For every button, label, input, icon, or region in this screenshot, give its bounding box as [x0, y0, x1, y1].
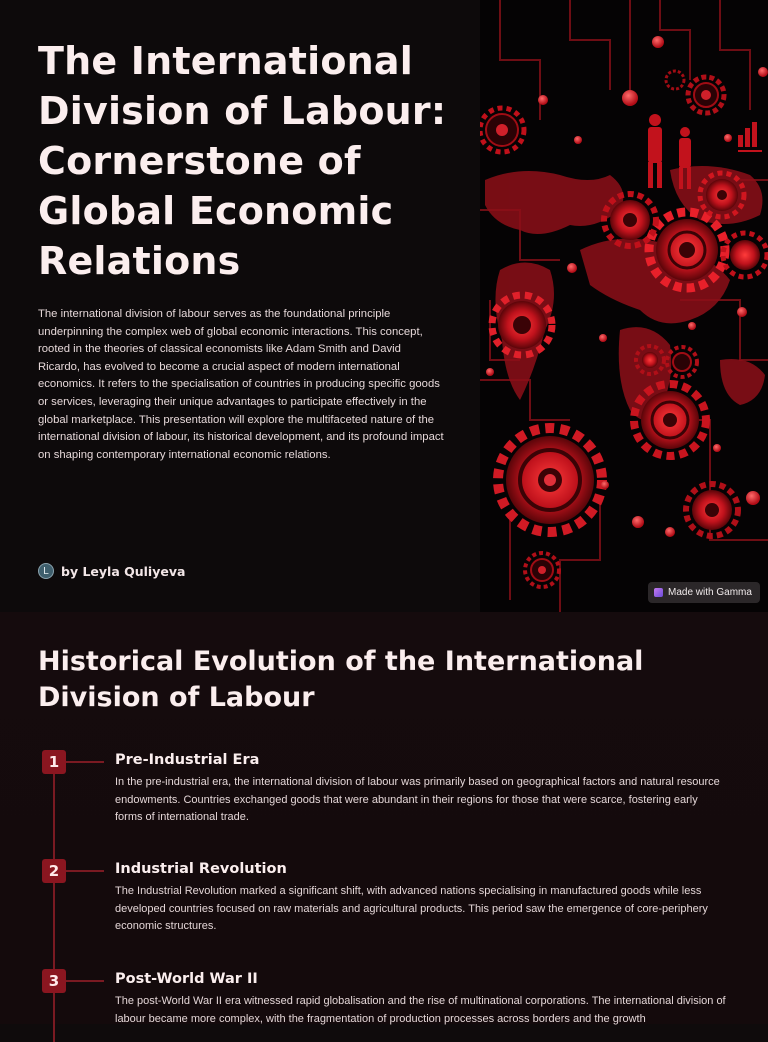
- section-title: Historical Evolution of the International Division of Labour: [38, 646, 644, 713]
- history-slide: [0, 612, 768, 1024]
- step-connector: [66, 980, 104, 982]
- step-number-badge: 1: [42, 750, 66, 774]
- timeline-line: [53, 752, 55, 1042]
- gears-illustration: [480, 0, 768, 612]
- step-number-badge: 2: [42, 859, 66, 883]
- made-with-gamma-badge[interactable]: [648, 582, 760, 603]
- step-description: The Industrial Revolution marked a significant shift, with advanced nations specialising in manufactured goods while less developed countries focused on raw materials and agricultural products. This period saw the emergence of core-periphery economic structures.: [115, 885, 708, 933]
- step-title: Pre-Industrial Era: [115, 752, 260, 768]
- step-description: The post-World War II era witnessed rapid globalisation and the rise of multinational corporations. The international division of labour became more complex, with the fragmentation of production processes across borders and the growth: [115, 995, 726, 1025]
- step-connector: [66, 870, 104, 872]
- step-number-badge: 3: [42, 969, 66, 993]
- step-connector: [66, 761, 104, 763]
- step-title: Industrial Revolution: [115, 861, 287, 877]
- intro-paragraph: The international division of labour serves as the foundational principle underpinning the complex web of global economic interactions. This concept, rooted in the theories of classical economists like Adam Smith and David Ricardo, has evolved to become a crucial aspect of modern international economics. It refers to the specialisation of countries in producing specific goods or services, leveraging their unique advantages to participate effectively in the global marketplace. This presentation will explore the multifaceted nature of the international division of labour, its historical development, and its profound impact on shaping contemporary international economic relations.: [38, 308, 444, 461]
- page-title: The International Division of Labour: Cornerstone of Global Economic Relations: [38, 39, 447, 283]
- gamma-badge-label: Made with Gamma: [668, 587, 752, 598]
- hero-text-block: [38, 36, 458, 464]
- author-name: by Leyla Quliyeva: [61, 563, 186, 579]
- step-title: Post-World War II: [115, 971, 258, 987]
- avatar: L: [38, 563, 54, 579]
- red-gears-world-map-image: [480, 0, 768, 612]
- gamma-logo-icon: [654, 588, 663, 597]
- author-byline: [38, 563, 185, 579]
- step-description: In the pre-industrial era, the international division of labour was primarily based on geographical factors and natural resource endowments. Countries exchanged goods that were abundant in their regions for those that were scarce, fostering early forms of international trade.: [115, 776, 720, 824]
